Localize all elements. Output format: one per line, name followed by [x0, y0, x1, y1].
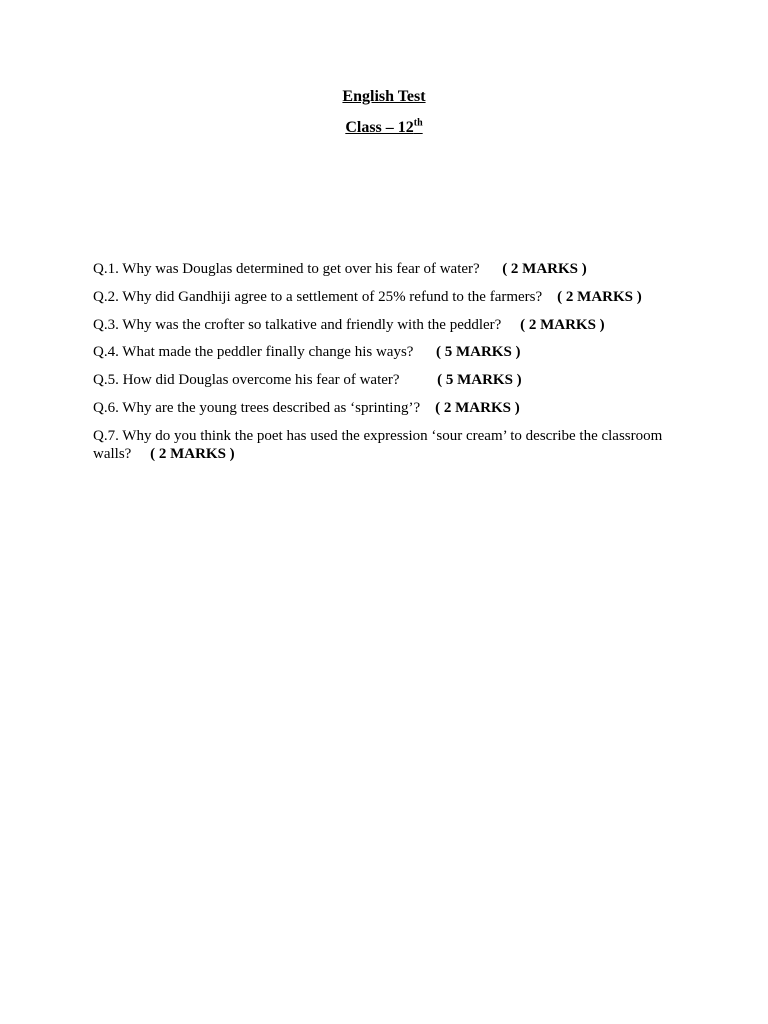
question-5	[93, 371, 673, 389]
question-text: Q.4. What made the peddler finally change his ways?	[93, 344, 414, 361]
question-marks: ( 2 MARKS )	[520, 316, 605, 333]
question-text: Q.6. Why are the young trees described as ‘sprinting’?	[93, 399, 421, 416]
question-text: Q.7. Why do you think the poet has used the expression ‘sour cream’ to describe the classroom walls?	[93, 427, 667, 462]
class-heading	[0, 119, 768, 137]
question-marks: ( 5 MARKS )	[437, 372, 522, 389]
question-text: Q.1. Why was Douglas determined to get over his fear of water?	[93, 261, 480, 277]
question-marks: ( 2 MARKS )	[557, 288, 642, 305]
question-list	[93, 260, 673, 473]
class-heading-text: Class – 12	[345, 119, 414, 136]
question-text: Q.2. Why did Gandhiji agree to a settlement of 25% refund to the farmers?	[93, 288, 543, 305]
question-gap	[420, 400, 435, 416]
question-gap	[542, 289, 557, 305]
question-6	[93, 399, 673, 417]
question-marks: ( 2 MARKS )	[502, 261, 587, 277]
question-text: Q.3. Why was the crofter so talkative and friendly with the peddler?	[93, 316, 502, 333]
question-1	[93, 260, 673, 278]
question-gap	[131, 446, 150, 462]
question-3	[93, 316, 673, 334]
question-4	[93, 343, 673, 361]
question-gap	[400, 372, 438, 388]
document-title	[0, 88, 768, 106]
question-marks: ( 2 MARKS )	[435, 399, 520, 416]
question-text: Q.5. How did Douglas overcome his fear of water?	[93, 372, 400, 389]
question-gap	[501, 317, 520, 333]
question-marks: ( 5 MARKS )	[435, 344, 521, 361]
question-2	[93, 288, 673, 306]
question-gap	[480, 261, 503, 277]
document-title-text: English Test	[342, 88, 426, 105]
question-7	[93, 427, 673, 463]
question-marks: ( 2 MARKS )	[150, 445, 235, 462]
class-heading-superscript: th	[413, 117, 423, 129]
question-gap	[413, 344, 436, 360]
